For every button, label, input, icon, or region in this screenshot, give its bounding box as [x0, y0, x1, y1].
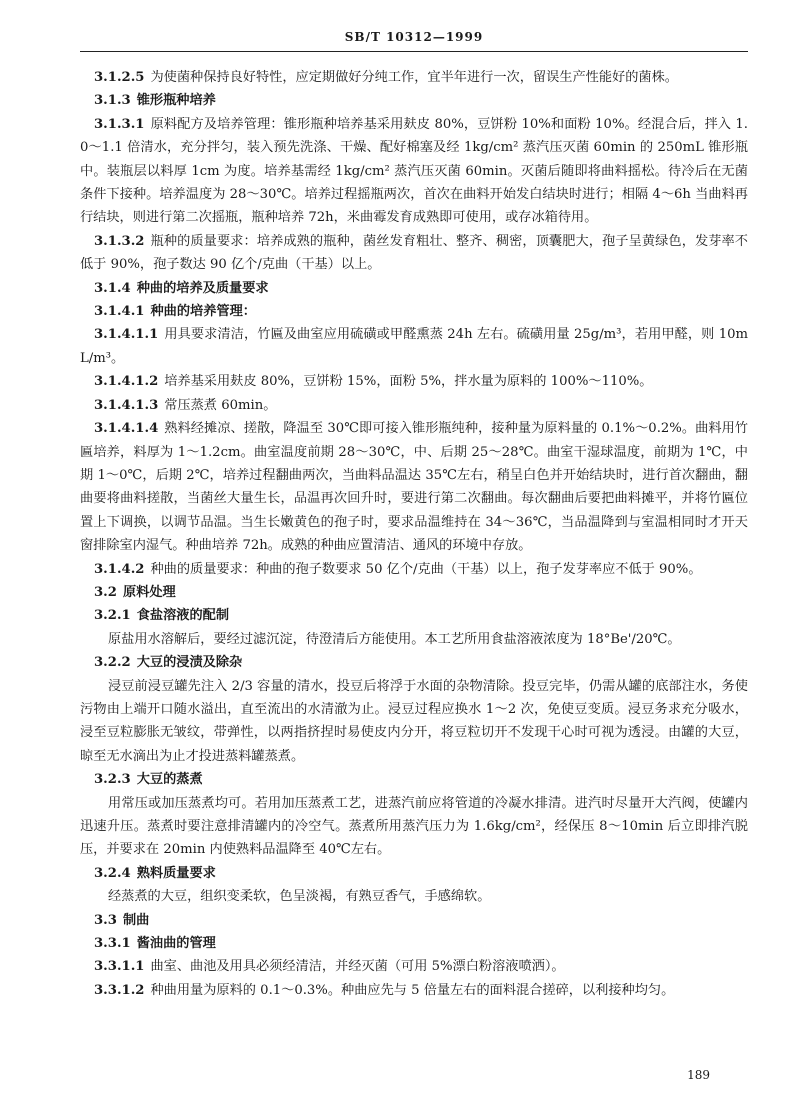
clause-text: 大豆的蒸煮 — [136, 772, 203, 788]
clause-text: 种曲的培养及质量要求 — [136, 280, 269, 296]
section-heading — [80, 89, 748, 112]
body-paragraph — [80, 628, 748, 651]
page-number: 189 — [687, 1068, 710, 1082]
clause-text: 酱油曲的管理 — [136, 936, 216, 952]
clause-text: 常压蒸煮 60min。 — [164, 397, 277, 413]
clause-text: 原料处理 — [122, 584, 176, 600]
clause-text: 锥形瓶种培养 — [136, 93, 216, 109]
numbered-paragraph — [80, 230, 748, 277]
section-heading — [80, 300, 748, 323]
section-heading — [80, 604, 748, 627]
clause-text: 曲室、曲池及用具必须经清洁，并经灭菌（可用 5%漂白粉溶液喷洒）。 — [150, 959, 565, 975]
clause-number: 3.3.1.2 — [94, 982, 145, 998]
clause-number: 3.1.4.1.1 — [94, 327, 159, 343]
numbered-paragraph — [80, 113, 748, 230]
numbered-paragraph — [80, 417, 748, 557]
clause-text: 熟料经摊凉、搓散，降温至 30℃即可接入锥形瓶纯种，接种量为原料量的 0.1%～0.2%。曲料用竹匾培养，料厚为 1～1.2cm。曲室温度前期 28～30℃，中、后期 25～28℃。曲室干湿球温度，前期为 1℃，中期 1～0℃，后期 2℃，培养过程翻曲两次，当曲料品温达 35℃左右，稍呈白色并开始结块时，进行首次翻曲，翻曲要将曲料搓散，当菌丝大量生长，品温再次回升时，要进行第二次翻曲。每次翻曲后要把曲料摊平，并将竹匾位置上下调换，以调节品温。当生长嫩黄色的孢子时，要求品温维持在 34～36℃，当品温降到与室温相同时才开天窗排除室内湿气。种曲培养 72h。成熟的种曲应置清洁、通风的环境中存放。 — [80, 421, 748, 554]
clause-number: 3.1.4.1 — [94, 304, 145, 320]
header-divider — [80, 51, 748, 52]
body-paragraph — [80, 675, 748, 769]
clause-number: 3.1.3.1 — [94, 116, 145, 132]
clause-number: 3.2 — [94, 584, 117, 600]
clause-number: 3.3.1.1 — [94, 959, 145, 975]
section-heading — [80, 277, 748, 300]
clause-number: 3.1.4.2 — [94, 561, 145, 577]
clause-text: 种曲用量为原料的 0.1～0.3%。种曲应先与 5 倍量左右的面料混合搓碎，以利接种均匀。 — [150, 982, 675, 998]
numbered-paragraph — [80, 66, 748, 89]
clause-number: 3.1.4.1.2 — [94, 374, 159, 390]
clause-text: 瓶种的质量要求：培养成熟的瓶种，菌丝发育粗壮、整齐、稠密，顶囊肥大，孢子呈黄绿色，发芽率不低于 90%，孢子数达 90 亿个/克曲（干基）以上。 — [80, 233, 748, 273]
clause-number: 3.1.4.1.3 — [94, 397, 159, 413]
clause-number: 3.3.1 — [94, 936, 131, 952]
standard-code-header: SB/T 10312—1999 — [344, 30, 484, 44]
clause-number: 3.2.1 — [94, 608, 131, 624]
section-heading — [80, 862, 748, 885]
numbered-paragraph — [80, 370, 748, 393]
numbered-paragraph — [80, 979, 748, 1002]
body-paragraph — [80, 792, 748, 862]
section-heading — [80, 932, 748, 955]
clause-text: 培养基采用麸皮 80%，豆饼粉 15%，面粉 5%，拌水量为原料的 100%～110%。 — [164, 374, 653, 390]
clause-text: 原盐用水溶解后，要经过滤沉淀，待澄清后方能使用。本工艺所用食盐溶液浓度为 18°Be'/20℃。 — [108, 631, 681, 647]
clause-text: 种曲的培养管理： — [150, 304, 256, 320]
clause-text: 经蒸煮的大豆，组织变柔软，色呈淡褐，有熟豆香气，手感绵软。 — [108, 889, 491, 905]
clause-number: 3.2.4 — [94, 865, 131, 881]
section-heading — [80, 768, 748, 791]
clause-text: 用常压或加压蒸煮均可。若用加压蒸煮工艺，进蒸汽前应将管道的冷凝水排清。进汽时尽量开大汽阀，使罐内迅速升压。蒸煮时要注意排清罐内的冷空气。蒸煮所用蒸汽压力为 1.6kg/cm²，经保压 8～10min 后立即排汽脱压，并要求在 20min 内使熟料品温降至 40℃左右。 — [80, 795, 748, 858]
clause-number: 3.3 — [94, 912, 117, 928]
numbered-paragraph — [80, 558, 748, 581]
clause-text: 种曲的质量要求：种曲的孢子数要求 50 亿个/克曲（干基）以上，孢子发芽率应不低于 90%。 — [150, 561, 702, 577]
clause-text: 大豆的浸渍及除杂 — [136, 655, 243, 671]
clause-number: 3.1.3 — [94, 93, 131, 109]
clause-text: 为使菌种保持良好特性，应定期做好分纯工作，宜半年进行一次，留误生产性能好的菌株。 — [150, 70, 678, 85]
section-heading — [80, 651, 748, 674]
document-body — [80, 66, 748, 1002]
numbered-paragraph — [80, 323, 748, 370]
clause-text: 制曲 — [122, 912, 150, 928]
clause-text: 熟料质量要求 — [136, 865, 216, 881]
numbered-paragraph — [80, 394, 748, 417]
section-heading — [80, 909, 748, 932]
clause-number: 3.1.4.1.4 — [94, 421, 159, 437]
clause-number: 3.1.3.2 — [94, 233, 145, 249]
clause-number: 3.1.4 — [94, 280, 131, 296]
clause-number: 3.2.2 — [94, 655, 131, 671]
clause-text: 浸豆前浸豆罐先注入 2/3 容量的清水，投豆后将浮于水面的杂物清除。投豆完毕，仍需从罐的底部注水，务使污物由上端开口随水溢出，直至流出的水清澈为止。浸豆过程应换水 1～2 次，免使豆变质。浸豆务求充分吸水，浸至豆粒膨胀无皱纹，带弹性，以两指挤捏时易使皮内分开，将豆粒切开不发现干心时可视为透浸。由罐的大豆，晾至无水滴出为止才投进蒸料罐蒸煮。 — [80, 678, 748, 764]
clause-text: 食盐溶液的配制 — [136, 608, 230, 624]
numbered-paragraph — [80, 955, 748, 978]
clause-text: 原料配方及培养管理：锥形瓶种培养基采用麸皮 80%，豆饼粉 10%和面粉 10%。经混合后，拌入 1.0～1.1 倍清水，充分拌匀，装入预先洗涤、干燥、配好棉塞及经 1kg/cm² 蒸汽压灭菌 60min 的 250mL 锥形瓶中。装瓶层以料厚 1cm 为度。培养基需经 1kg/cm² 蒸汽压灭菌 60min。灭菌后随即将曲料摇松。待冷后在无菌条件下接种。培养温度为 28～30℃。培养过程摇瓶两次，首次在曲料开始发白结块时进行；相隔 4～6h 当曲料再行结块，则进行第二次摇瓶，瓶种培养 72h，米曲霉发育成熟即可使用，或存冰箱待用。 — [80, 116, 748, 226]
clause-text: 用具要求清洁，竹匾及曲室应用硫磺或甲醛熏蒸 24h 左右。硫磺用量 25g/m³，若用甲醛，则 10mL/m³。 — [80, 327, 748, 366]
section-heading — [80, 581, 748, 604]
clause-number: 3.1.2.5 — [94, 70, 145, 85]
body-paragraph — [80, 885, 748, 908]
clause-number: 3.2.3 — [94, 772, 131, 788]
